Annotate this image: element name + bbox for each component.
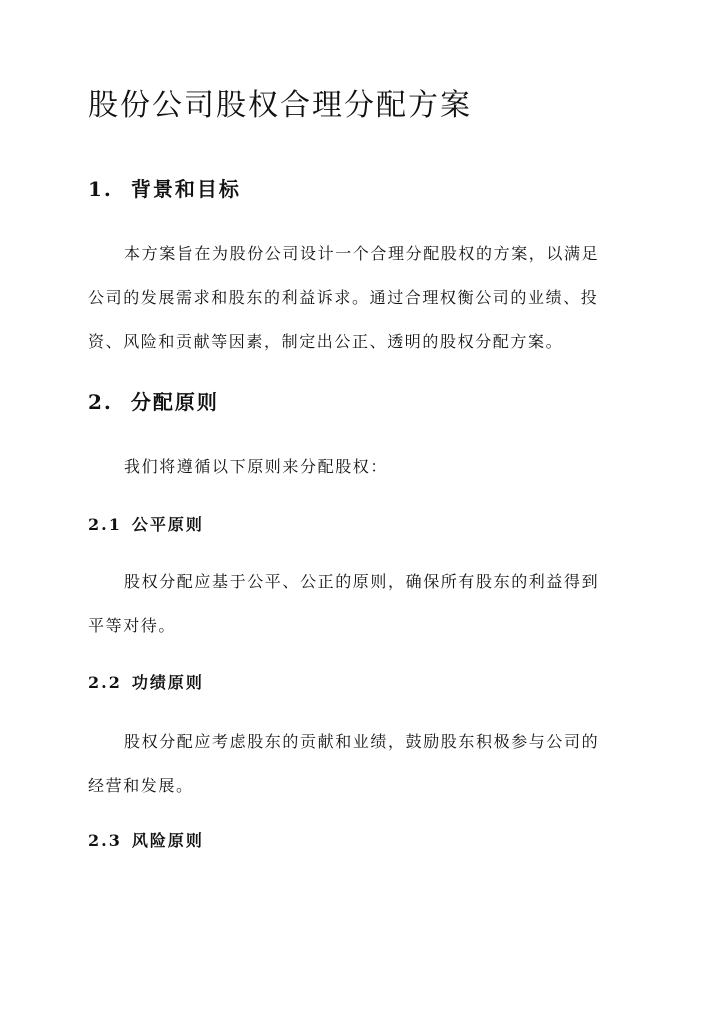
paragraph-line: 我们将遵循以下原则来分配股权： bbox=[124, 457, 389, 476]
paragraph-line: 本方案旨在为股份公司设计一个合理分配股权的方案，以满足 bbox=[124, 244, 600, 263]
subsection-number: 2.3 bbox=[88, 831, 122, 850]
subsection-heading-fairness bbox=[88, 513, 204, 537]
subsection-heading-merit bbox=[88, 671, 204, 695]
section-heading-background bbox=[88, 175, 241, 203]
section-heading-principles bbox=[88, 388, 219, 416]
subsection-title: 风险原则 bbox=[131, 831, 204, 850]
section-title: 背景和目标 bbox=[130, 177, 241, 201]
subsection-heading-risk bbox=[88, 829, 204, 853]
document-title: 股份公司股权合理分配方案 bbox=[88, 88, 472, 123]
subsection-number: 2.2 bbox=[88, 673, 122, 692]
subsection-number: 2.1 bbox=[88, 515, 122, 534]
paragraph-background bbox=[88, 242, 636, 354]
paragraph-merit bbox=[88, 730, 636, 798]
section-number: 2. bbox=[88, 390, 113, 414]
paragraph-line: 资、风险和贡献等因素，制定出公正、透明的股权分配方案。 bbox=[88, 332, 564, 351]
subsection-title: 功绩原则 bbox=[131, 673, 204, 692]
paragraph-line: 股权分配应考虑股东的贡献和业绩，鼓励股东积极参与公司的 bbox=[124, 732, 600, 751]
paragraph-line: 股权分配应基于公平、公正的原则，确保所有股东的利益得到 bbox=[124, 572, 600, 591]
subsection-title: 公平原则 bbox=[131, 515, 204, 534]
paragraph-fairness bbox=[88, 570, 636, 638]
paragraph-line: 经营和发展。 bbox=[88, 776, 194, 795]
paragraph-principles-intro bbox=[88, 455, 636, 479]
section-title: 分配原则 bbox=[130, 390, 219, 414]
paragraph-line: 平等对待。 bbox=[88, 616, 177, 635]
paragraph-line: 公司的发展需求和股东的利益诉求。通过合理权衡公司的业绩、投 bbox=[88, 288, 599, 307]
section-number: 1. bbox=[88, 177, 113, 201]
